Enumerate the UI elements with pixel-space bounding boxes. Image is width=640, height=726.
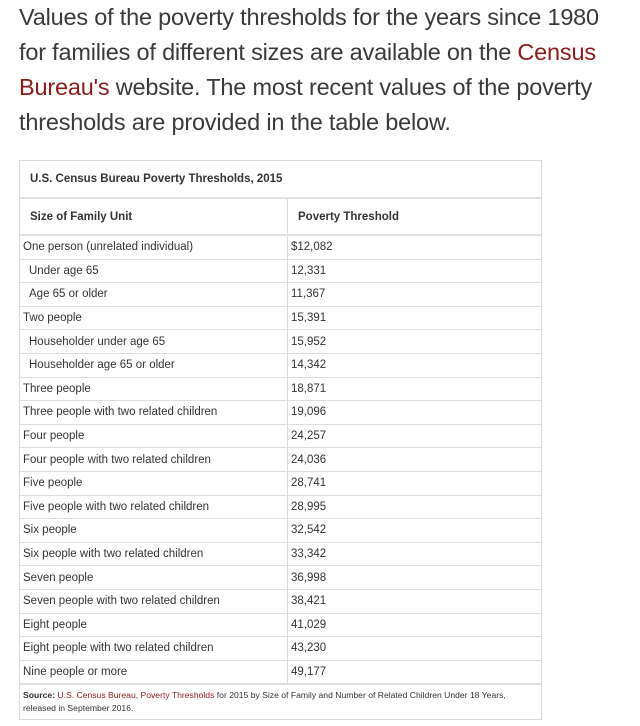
family-size-cell: Three people with two related children	[20, 401, 288, 425]
family-size-cell: Eight people with two related children	[20, 637, 288, 661]
column-header-poverty-threshold: Poverty Threshold	[288, 198, 542, 235]
threshold-value-cell: 18,871	[288, 377, 542, 401]
family-size-cell: Age 65 or older	[20, 283, 288, 307]
source-text: for 2015 by Size of Family and Number of Related Children Under 18 Years, released in September 2016.	[23, 690, 506, 713]
threshold-value-cell: 33,342	[288, 542, 542, 566]
family-size-cell: Householder age 65 or older	[20, 353, 288, 377]
table-row	[20, 471, 541, 495]
census-bureau-link[interactable]: Census Bureau's	[19, 39, 596, 100]
family-size-cell: Four people with two related children	[20, 448, 288, 472]
table-row	[20, 424, 541, 448]
table-header-row	[20, 198, 541, 235]
family-size-cell: Nine people or more	[20, 660, 288, 684]
table-source-note	[20, 684, 541, 719]
threshold-value-cell: 24,036	[288, 448, 542, 472]
table-row	[20, 283, 541, 307]
table-row	[20, 613, 541, 637]
table-row	[20, 566, 541, 590]
table-row	[20, 306, 541, 330]
family-size-cell: Householder under age 65	[20, 330, 288, 354]
poverty-thresholds-table	[20, 161, 541, 684]
table-row	[20, 637, 541, 661]
family-size-cell: One person (unrelated individual)	[20, 235, 288, 259]
family-size-cell: Five people with two related children	[20, 495, 288, 519]
intro-text-after: website. The most recent values of the poverty thresholds are provided in the table below.	[19, 74, 593, 135]
threshold-value-cell: 36,998	[288, 566, 542, 590]
table-row	[20, 448, 541, 472]
table-row	[20, 353, 541, 377]
table-caption-row	[20, 161, 541, 198]
source-link[interactable]: U.S. Census Bureau, Poverty Thresholds	[57, 690, 215, 701]
threshold-value-cell: 41,029	[288, 613, 542, 637]
table-row	[20, 330, 541, 354]
threshold-value-cell: $12,082	[288, 235, 542, 259]
intro-paragraph	[19, 0, 629, 140]
table-row	[20, 495, 541, 519]
family-size-cell: Five people	[20, 471, 288, 495]
threshold-value-cell: 19,096	[288, 401, 542, 425]
source-label: Source:	[23, 690, 55, 701]
threshold-value-cell: 15,952	[288, 330, 542, 354]
threshold-value-cell: 28,995	[288, 495, 542, 519]
family-size-cell: Six people with two related children	[20, 542, 288, 566]
threshold-value-cell: 28,741	[288, 471, 542, 495]
threshold-value-cell: 15,391	[288, 306, 542, 330]
table-caption: U.S. Census Bureau Poverty Thresholds, 2015	[20, 161, 541, 198]
family-size-cell: Seven people	[20, 566, 288, 590]
threshold-value-cell: 43,230	[288, 637, 542, 661]
table-row	[20, 377, 541, 401]
threshold-value-cell: 14,342	[288, 353, 542, 377]
threshold-value-cell: 49,177	[288, 660, 542, 684]
poverty-thresholds-table-container	[19, 160, 542, 720]
threshold-value-cell: 32,542	[288, 519, 542, 543]
column-header-family-size: Size of Family Unit	[20, 198, 288, 235]
family-size-cell: Seven people with two related children	[20, 589, 288, 613]
family-size-cell: Eight people	[20, 613, 288, 637]
table-row	[20, 542, 541, 566]
table-row	[20, 401, 541, 425]
family-size-cell: Three people	[20, 377, 288, 401]
table-row	[20, 519, 541, 543]
family-size-cell: Two people	[20, 306, 288, 330]
table-row	[20, 589, 541, 613]
table-row	[20, 660, 541, 684]
table-row	[20, 259, 541, 283]
threshold-value-cell: 38,421	[288, 589, 542, 613]
intro-text-before: Values of the poverty thresholds for the years since 1980 for families of different sizes are available on the	[19, 4, 599, 65]
family-size-cell: Six people	[20, 519, 288, 543]
threshold-value-cell: 24,257	[288, 424, 542, 448]
family-size-cell: Four people	[20, 424, 288, 448]
family-size-cell: Under age 65	[20, 259, 288, 283]
threshold-value-cell: 11,367	[288, 283, 542, 307]
table-row	[20, 235, 541, 259]
threshold-value-cell: 12,331	[288, 259, 542, 283]
